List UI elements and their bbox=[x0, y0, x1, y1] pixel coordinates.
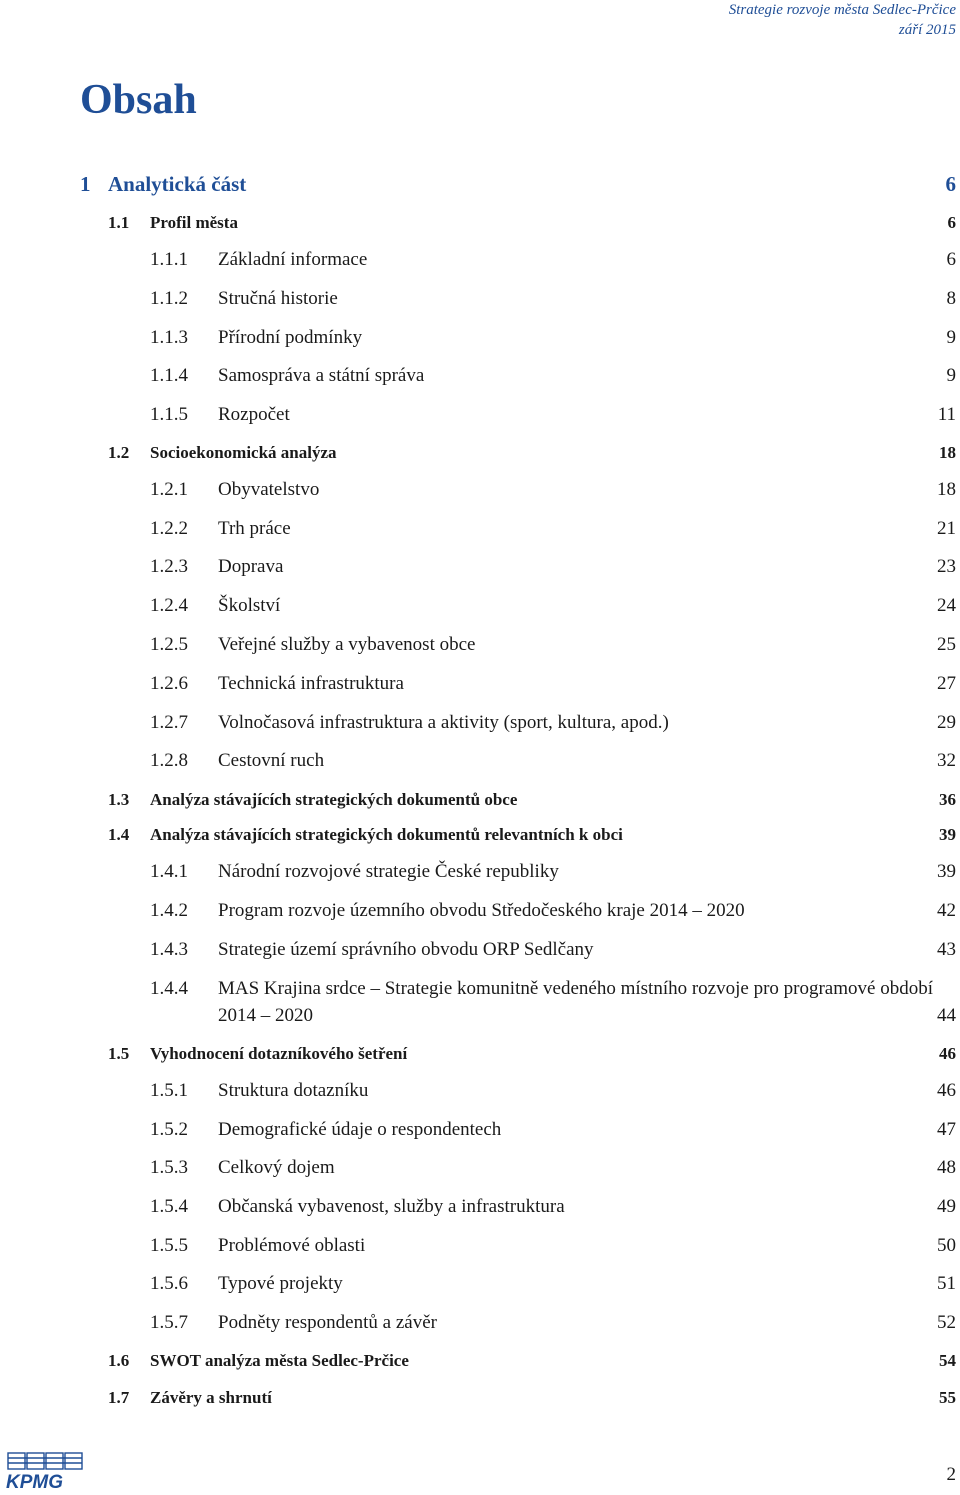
toc-page: 51 bbox=[937, 1273, 956, 1294]
toc-label: Typové projekty bbox=[218, 1273, 343, 1294]
toc-page: 54 bbox=[939, 1351, 956, 1370]
toc-number: 1.5.2 bbox=[150, 1119, 188, 1140]
toc-number: 1.2.3 bbox=[150, 556, 188, 577]
toc-page: 21 bbox=[937, 518, 956, 539]
toc-label: Občanská vybavenost, služby a infrastruktura bbox=[218, 1196, 565, 1217]
toc-entry[interactable] bbox=[0, 476, 960, 504]
toc-label: Analýza stávajících strategických dokumentů relevantních k obci bbox=[150, 825, 623, 844]
toc-page: 42 bbox=[937, 900, 956, 921]
toc-page: 24 bbox=[937, 595, 956, 616]
toc-entry[interactable] bbox=[0, 670, 960, 698]
toc-entry[interactable] bbox=[0, 324, 960, 352]
toc-label: Technická infrastruktura bbox=[218, 673, 404, 694]
toc-page: 18 bbox=[937, 479, 956, 500]
toc-entry[interactable] bbox=[0, 631, 960, 659]
toc-entry[interactable] bbox=[0, 786, 960, 814]
toc-number: 1.2.7 bbox=[150, 712, 188, 733]
kpmg-logo-text: KPMG bbox=[6, 1472, 63, 1490]
toc-page: 47 bbox=[937, 1119, 956, 1140]
toc-label: Samospráva a státní správa bbox=[218, 365, 425, 386]
page-title: Obsah bbox=[80, 77, 197, 123]
toc-entry[interactable] bbox=[0, 1116, 960, 1144]
toc-entry[interactable] bbox=[0, 936, 960, 964]
toc-entry[interactable] bbox=[0, 553, 960, 581]
toc-number: 1.4.3 bbox=[150, 939, 188, 960]
toc-label: Profil města bbox=[150, 213, 238, 232]
toc-label: SWOT analýza města Sedlec-Prčice bbox=[150, 1351, 409, 1370]
toc-number: 1.7 bbox=[108, 1388, 130, 1407]
toc-page: 9 bbox=[946, 365, 956, 386]
toc-label: Struktura dotazníku bbox=[218, 1080, 369, 1101]
toc-entry[interactable] bbox=[0, 246, 960, 274]
toc-entry[interactable] bbox=[0, 709, 960, 737]
toc-number: 1.2.8 bbox=[150, 750, 188, 771]
toc-number: 1.2.5 bbox=[150, 634, 188, 655]
toc-number: 1.5.4 bbox=[150, 1196, 188, 1217]
toc-number: 1.5.5 bbox=[150, 1235, 188, 1256]
toc-number: 1.5 bbox=[108, 1044, 130, 1063]
toc-page: 39 bbox=[937, 861, 956, 882]
toc-label: Rozpočet bbox=[218, 404, 290, 425]
toc-page: 6 bbox=[946, 249, 956, 270]
toc-entry[interactable] bbox=[0, 821, 960, 849]
toc-page: 23 bbox=[937, 556, 956, 577]
toc-page: 9 bbox=[946, 327, 956, 348]
toc-label: Závěry a shrnutí bbox=[150, 1388, 272, 1407]
toc-number: 1.4.4 bbox=[150, 978, 188, 999]
toc-number: 1.3 bbox=[108, 790, 130, 809]
toc-entry[interactable] bbox=[0, 1347, 960, 1375]
toc-number: 1.2.1 bbox=[150, 479, 188, 500]
kpmg-logo-graphic bbox=[4, 1452, 90, 1490]
header-date: září 2015 bbox=[898, 22, 956, 38]
toc-page: 36 bbox=[939, 790, 956, 809]
toc-page: 11 bbox=[937, 404, 956, 425]
toc-entry[interactable] bbox=[0, 285, 960, 313]
toc-page: 6 bbox=[945, 172, 956, 196]
kpmg-logo bbox=[4, 1452, 90, 1490]
toc-number: 1.1.4 bbox=[150, 365, 188, 386]
toc-page: 50 bbox=[937, 1235, 956, 1256]
toc-entry[interactable] bbox=[0, 439, 960, 467]
toc-entry[interactable] bbox=[0, 209, 960, 237]
toc-label: Analýza stávajících strategických dokumentů obce bbox=[150, 790, 518, 809]
toc-label: Program rozvoje územního obvodu Středočeského kraje 2014 – 2020 bbox=[218, 900, 745, 921]
toc-label: Demografické údaje o respondentech bbox=[218, 1119, 502, 1140]
toc-number: 1.5.3 bbox=[150, 1157, 188, 1178]
toc-entry[interactable] bbox=[0, 897, 960, 925]
toc-label: Doprava bbox=[218, 556, 284, 577]
toc-label: Vyhodnocení dotazníkového šetření bbox=[150, 1044, 408, 1063]
toc-number: 1.1 bbox=[108, 213, 130, 232]
toc-label: Problémové oblasti bbox=[218, 1235, 366, 1256]
toc-page: 46 bbox=[939, 1044, 956, 1063]
toc-page: 55 bbox=[939, 1388, 956, 1407]
toc-page: 44 bbox=[937, 1005, 956, 1026]
toc-number: 1.2.2 bbox=[150, 518, 188, 539]
toc-label: MAS Krajina srdce – Strategie komunitně vedeného místního rozvoje pro programové období 2014 – 2020 bbox=[218, 978, 933, 1026]
toc-entry[interactable] bbox=[0, 1077, 960, 1105]
toc-label: Trh práce bbox=[218, 518, 291, 539]
toc-label: Cestovní ruch bbox=[218, 750, 325, 771]
toc-page: 8 bbox=[946, 288, 956, 309]
toc-entry[interactable] bbox=[0, 592, 960, 620]
toc-entry[interactable] bbox=[0, 747, 960, 775]
toc-number: 1.5.6 bbox=[150, 1273, 188, 1294]
toc-number: 1.5.1 bbox=[150, 1080, 188, 1101]
toc-number: 1.2 bbox=[108, 443, 130, 462]
toc-label: Socioekonomická analýza bbox=[150, 443, 337, 462]
toc-entry[interactable] bbox=[0, 1232, 960, 1260]
toc-label: Školství bbox=[218, 595, 281, 616]
toc-page: 18 bbox=[939, 443, 956, 462]
toc-entry[interactable] bbox=[0, 515, 960, 543]
toc-label: Základní informace bbox=[218, 249, 368, 270]
toc-label: Veřejné služby a vybavenost obce bbox=[218, 634, 476, 655]
toc-number: 1.4.1 bbox=[150, 861, 188, 882]
toc-number: 1.1.1 bbox=[150, 249, 188, 270]
toc-page: 46 bbox=[937, 1080, 956, 1101]
running-header bbox=[729, 0, 956, 40]
toc-page: 27 bbox=[937, 673, 956, 694]
toc-label: Přírodní podmínky bbox=[218, 327, 363, 348]
toc-number: 1.4 bbox=[108, 825, 130, 844]
toc-number: 1.2.4 bbox=[150, 595, 188, 616]
toc-label: Celkový dojem bbox=[218, 1157, 335, 1178]
toc-page: 32 bbox=[937, 750, 956, 771]
toc-page: 43 bbox=[937, 939, 956, 960]
toc-entry[interactable] bbox=[0, 1309, 960, 1337]
toc-number: 1 bbox=[80, 172, 91, 196]
toc-label: Strategie území správního obvodu ORP Sedlčany bbox=[218, 939, 594, 960]
toc-entry[interactable] bbox=[0, 362, 960, 390]
toc-entry[interactable] bbox=[0, 1193, 960, 1221]
toc-entry[interactable] bbox=[0, 858, 960, 886]
toc-page: 39 bbox=[939, 825, 956, 844]
toc-page: 25 bbox=[937, 634, 956, 655]
toc-page: 52 bbox=[937, 1312, 956, 1333]
toc-number: 1.1.5 bbox=[150, 404, 188, 425]
toc-page: 49 bbox=[937, 1196, 956, 1217]
toc-number: 1.2.6 bbox=[150, 673, 188, 694]
toc-number: 1.4.2 bbox=[150, 900, 188, 921]
toc-entry[interactable] bbox=[0, 401, 960, 429]
toc-label: Podněty respondentů a závěr bbox=[218, 1312, 437, 1333]
toc-number: 1.6 bbox=[108, 1351, 130, 1370]
header-title: Strategie rozvoje města Sedlec-Prčice bbox=[728, 2, 956, 18]
toc-number: 1.1.2 bbox=[150, 288, 188, 309]
toc-label: Národní rozvojové strategie České republiky bbox=[218, 861, 559, 882]
toc-entry[interactable] bbox=[0, 1154, 960, 1182]
toc-label: Stručná historie bbox=[218, 288, 338, 309]
toc-label: Analytická část bbox=[108, 172, 247, 196]
toc-page: 29 bbox=[937, 712, 956, 733]
toc-page: 48 bbox=[937, 1157, 956, 1178]
toc-entry[interactable] bbox=[0, 170, 960, 198]
toc-label: Obyvatelstvo bbox=[218, 479, 320, 500]
toc-label: Volnočasová infrastruktura a aktivity (sport, kultura, apod.) bbox=[218, 712, 669, 733]
toc-entry[interactable] bbox=[0, 1384, 960, 1412]
toc-page: 6 bbox=[947, 213, 956, 232]
toc-number: 1.1.3 bbox=[150, 327, 188, 348]
toc-entry[interactable] bbox=[0, 1040, 960, 1068]
page-number: 2 bbox=[946, 1464, 956, 1485]
toc-number: 1.5.7 bbox=[150, 1312, 188, 1333]
toc-entry[interactable] bbox=[0, 1270, 960, 1298]
